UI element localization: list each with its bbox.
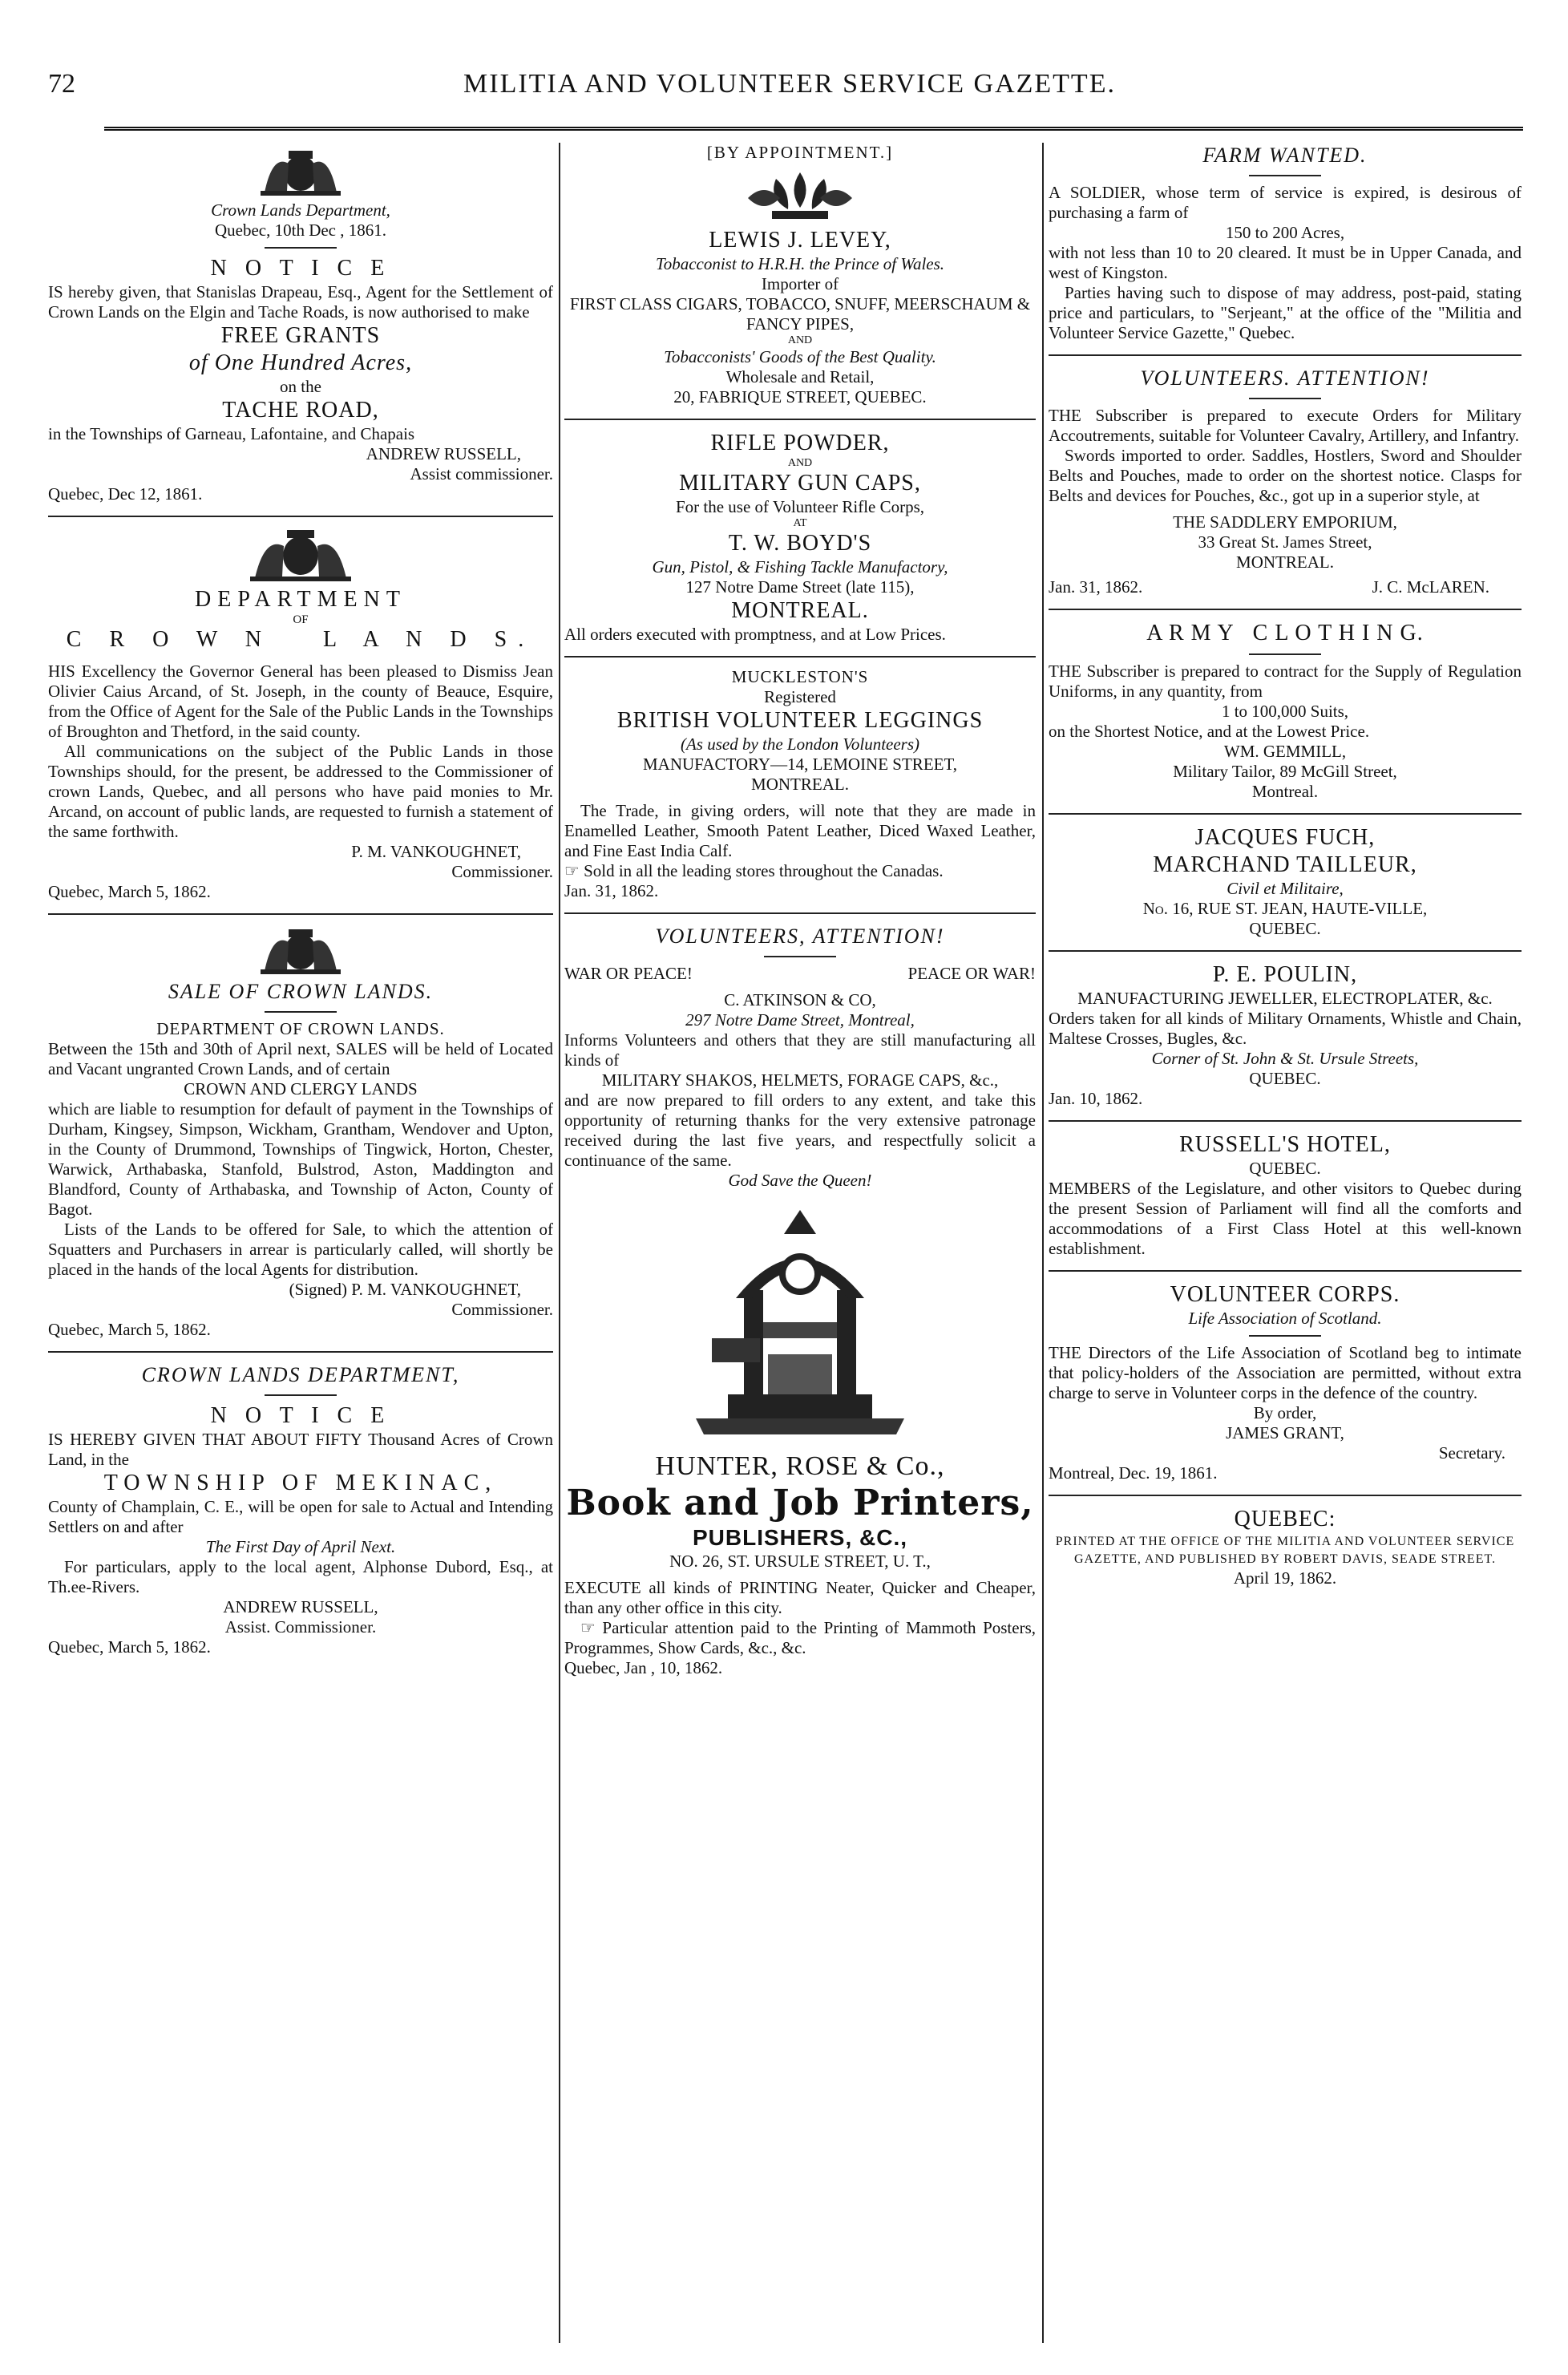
corner-line: Corner of St. John & St. Ursule Streets,	[1151, 1049, 1419, 1068]
ad-body: Informs Volunteers and others that they are still manufacturing all kinds of	[564, 1030, 1036, 1070]
ad-body: County of Champlain, C. E., will be open for sale to Actual and Intending Settlers on and after	[48, 1497, 553, 1536]
ad-body: For particulars, apply to the local agent, Alphonse Dubord, Esq., at Th.ee-Rivers.	[48, 1557, 553, 1596]
factory-line: MANUFACTORY—14, LEMOINE STREET,	[642, 755, 957, 774]
ad-body: Swords imported to order. Saddles, Hostlers, Sword and Shoulder Belts and Pouches, made to order on the shortest notice. Clasps for Belts and devices for Pouches, &c., got up in a superior style, at	[1049, 446, 1522, 505]
notice-heading: N O T I C E	[210, 1403, 391, 1428]
ad-separator	[48, 1351, 553, 1353]
signer-name: J. C. McLAREN.	[1372, 577, 1489, 597]
royal-arms-icon	[249, 925, 353, 976]
ad-atkinson-shakos	[564, 924, 1036, 1191]
address-line: 297 Notre Dame Street, Montreal,	[685, 1010, 915, 1030]
ad-date: Montreal, Dec. 19, 1861.	[1049, 1463, 1218, 1483]
signer-title: Assist commissioner.	[410, 464, 553, 483]
ad-body: THE Subscriber is prepared to execute Orders for Military Accoutrements, suitable for Volunteer Cavalry, Artillery, and Infantry.	[1049, 406, 1522, 445]
ad-department-crown-lands	[48, 527, 553, 902]
at-line: AT	[793, 517, 807, 529]
ad-date: Jan. 10, 1862.	[1049, 1089, 1143, 1108]
ad-separator	[1049, 1270, 1522, 1272]
ad-body: MEMBERS of the Legislature, and other visitors to Quebec during the present Session of Parliament will find all the comforts and accommodations of a First Class Hotel at this well-known establishment.	[1049, 1179, 1522, 1258]
range-line: 1 to 100,000 Suits,	[1221, 702, 1349, 721]
closing-line: God Save the Queen!	[728, 1171, 872, 1190]
ad-separator	[564, 419, 1036, 420]
registered-line: Registered	[764, 687, 836, 706]
printing-press-icon	[680, 1202, 920, 1442]
ad-russells-hotel	[1049, 1131, 1522, 1259]
ad-separator	[48, 516, 553, 517]
column-right	[1049, 143, 1522, 2351]
used-line: (As used by the London Volunteers)	[680, 734, 920, 754]
ad-poulin-jeweller	[1049, 961, 1522, 1109]
divider	[1249, 398, 1321, 399]
city-line: QUEBEC.	[1249, 919, 1321, 938]
ad-body: Parties having such to dispose of may address, post-paid, stating price and particulars, to "Serjeant," at the office of the "Militia and Volunteer Service Gazette," Quebec.	[1049, 283, 1522, 342]
ad-body: Lists of the Lands to be offered for Sale, to which the attention of Squatters and Purchasers in arrear is particularly called, will shortly be placed in the hands of the local Agents for distribution.	[48, 1220, 553, 1279]
merchant-role: Civil et Militaire,	[1227, 879, 1344, 898]
importer-line: Importer of	[761, 274, 839, 293]
items-line: MILITARY SHAKOS, HELMETS, FORAGE CAPS, &c.,	[601, 1070, 999, 1090]
address-line: No. 16, RUE ST. JEAN, HAUTE-VILLE,	[1142, 899, 1428, 918]
dateline: Quebec, 10th Dec , 1861.	[214, 221, 387, 240]
notice-body: IS hereby given, that Stanislas Drapeau, Esq., Agent for the Settlement of Crown Lands on the Elgin and Tache Roads, is now authorised to make	[48, 282, 553, 322]
ad-crown-lands-free-grants	[48, 146, 553, 504]
right-motto: PEACE OR WAR!	[907, 964, 1036, 983]
ad-levey-tobacconist	[564, 143, 1036, 407]
ad-jacques-fuch	[1049, 824, 1522, 939]
column-middle	[564, 143, 1036, 2351]
footer-date: Quebec, March 5, 1862.	[48, 1637, 211, 1657]
merchant-firm: C. ATKINSON & CO,	[724, 990, 876, 1009]
signer-name: P. M. VANKOUGHNET,	[351, 842, 521, 861]
townships-text: in the Townships of Garneau, Lafontaine, and Chapais	[48, 424, 415, 443]
ad-body: For the use of Volunteer Rifle Corps,	[675, 497, 925, 516]
ad-subtitle: Life Association of Scotland.	[1188, 1309, 1382, 1328]
firm-trade: Book and Job Printers,	[566, 1483, 1034, 1523]
by-order-line: By order,	[1253, 1403, 1317, 1422]
ad-separator	[48, 913, 553, 915]
signer-title: Commissioner.	[451, 1300, 553, 1319]
address-line: 127 Notre Dame Street (late 115),	[685, 577, 915, 597]
ad-saddlery-emporium	[1049, 366, 1522, 597]
divider	[1249, 1335, 1321, 1337]
ad-rifle-powder	[564, 430, 1036, 645]
ad-body: IS HEREBY GIVEN THAT ABOUT FIFTY Thousand Acres of Crown Land, in the	[48, 1430, 553, 1469]
ad-body: with not less than 10 to 20 cleared. It must be in Upper Canada, and west of Kingston.	[1049, 243, 1522, 282]
prince-of-wales-feathers-icon	[732, 166, 868, 224]
merchant-name: JACQUES FUCH,	[1194, 825, 1376, 850]
township-heading: TOWNSHIP OF MEKINAC,	[103, 1471, 498, 1495]
ad-body: on the Shortest Notice, and at the Lowest Price.	[1049, 722, 1370, 741]
signer-title: Commissioner.	[451, 862, 553, 881]
ad-separator	[1049, 1495, 1522, 1496]
ad-army-clothing	[1049, 620, 1522, 802]
trade-line: Wholesale and Retail,	[725, 367, 875, 386]
goods-line: FIRST CLASS CIGARS, TOBACCO, SNUFF, MEERSCHAUM & FANCY PIPES,	[569, 294, 1031, 334]
ad-title: VOLUNTEERS. ATTENTION!	[1140, 366, 1430, 390]
road-heading: TACHE ROAD,	[222, 398, 379, 423]
ad-body: All communications on the subject of the Public Lands in those Townships should, for the present, be addressed to the Commissioner of crown Lands, Quebec, and all persons who have paid monies to Mr. Arcand, on account of public lands, are requested to furnish a statement of the same forthwith.	[48, 742, 553, 841]
merchant-trade: MANUFACTURING JEWELLER, ELECTROPLATER, &c.	[1077, 989, 1493, 1008]
city-line: Montreal.	[1251, 782, 1319, 801]
ad-title: DEPARTMENT	[195, 587, 406, 612]
merchant-name: LEWIS J. LEVEY,	[709, 228, 891, 253]
ad-separator	[1049, 813, 1522, 815]
imprint-date: April 19, 1862.	[1233, 1568, 1337, 1588]
ad-body: and are now prepared to fill orders to any extent, and take this opportunity of returning thanks for the very extensive patronage received during the last five years, and respectfully solicit a continuance of the same.	[564, 1090, 1036, 1170]
sold-line: ☞ Sold in all the leading stores throughout the Canadas.	[564, 861, 944, 880]
ad-subheading: CROWN AND CLERGY LANDS	[184, 1079, 418, 1098]
city-line: MONTREAL.	[731, 598, 869, 623]
signer-title: Secretary.	[1438, 1443, 1505, 1463]
ad-title: A R M Y C L O T H I N G.	[1146, 621, 1424, 645]
on-the-line: on the	[280, 377, 321, 396]
merchant-title: MARCHAND TAILLEUR,	[1153, 852, 1417, 877]
and-line: AND	[787, 457, 813, 469]
column-divider-1	[559, 143, 560, 2343]
column-left	[48, 143, 553, 2351]
ad-date: Jan. 31, 1862.	[564, 881, 659, 900]
ad-sale-of-crown-lands	[48, 925, 553, 1340]
merchant-firm: Gun, Pistol, & Fishing Tackle Manufactory,	[652, 557, 948, 577]
open-date: The First Day of April Next.	[205, 1537, 396, 1556]
signer-title: Assist. Commissioner.	[224, 1617, 377, 1637]
page-title: MILITIA AND VOLUNTEER SERVICE GAZETTE.	[463, 69, 1116, 99]
date-signer-row	[1049, 577, 1522, 597]
signer-name: ANDREW RUSSELL,	[223, 1597, 378, 1616]
ad-title: BRITISH VOLUNTEER LEGGINGS	[616, 708, 984, 733]
merchant-name: P. E. POULIN,	[1212, 962, 1358, 987]
ad-muckleston-leggings	[564, 667, 1036, 901]
divider	[764, 956, 836, 957]
ad-body: The Trade, in giving orders, will note that they are made in Enamelled Leather, Smooth Patent Leather, Diced Waxed Leather, and Fine East India Calf.	[564, 801, 1036, 860]
firm-name: THE SADDLERY EMPORIUM,	[1173, 512, 1397, 532]
column-divider-2	[1042, 143, 1044, 2343]
ad-title: FARM WANTED.	[1202, 144, 1368, 167]
ad-title: RIFLE POWDER,	[710, 431, 890, 455]
appointment-line: [BY APPOINTMENT.]	[706, 143, 894, 162]
publishers-line: PUBLISHERS, &C.,	[692, 1525, 908, 1550]
ad-separator	[1049, 609, 1522, 610]
ad-title-crown-lands: C R O W N L A N D S.	[66, 627, 535, 652]
footer-date: Quebec, March 5, 1862.	[48, 1320, 211, 1339]
merchant-role: Tobacconist to H.R.H. the Prince of Wales.	[655, 254, 945, 273]
header-rule	[104, 127, 1523, 131]
ad-body: Orders taken for all kinds of Military Ornaments, Whistle and Chain, Maltese Crosses, Bugles, &c.	[1049, 1009, 1522, 1048]
divider	[1249, 653, 1321, 655]
signer-name: JAMES GRANT,	[1226, 1423, 1344, 1442]
city-line: QUEBEC.	[1249, 1069, 1321, 1088]
ad-title: VOLUNTEERS, ATTENTION!	[655, 925, 945, 948]
printer-imprint	[1049, 1506, 1522, 1588]
ad-title: Crown Lands Department,	[211, 200, 390, 220]
page-number: 72	[48, 69, 75, 99]
divider	[1249, 175, 1321, 176]
ad-body: HIS Excellency the Governor General has been pleased to Dismiss Jean Olivier Caius Arcand, of St. Joseph, in the county of Beauce, Esquire, from the Office of Agent for the Sale of the Public Lands in the Townships of Broughton and Thetford, in the said county.	[48, 662, 553, 741]
quality-line: Tobacconists' Goods of the Best Quality.	[664, 347, 936, 366]
ad-body: which are liable to resumption for default of payment in the Townships of Durham, Kingsey, Simpson, Wickham, Grantham, Wendover and Upton, in the County of Drummond, Townships of Tingwick, Horton, Chester, Warwick, Arthabaska, Stanfold, Bulstrod, Aston, Maddington and Blandford, County of Arthabaska, and Township of Acton, County of Bagot.	[48, 1099, 553, 1219]
city-line: MONTREAL.	[751, 775, 849, 794]
ad-title-of: OF	[293, 613, 309, 626]
ad-body: Between the 15th and 30th of April next, SALES will be held of Located and Vacant ungranted Crown Lands, and of certain	[48, 1039, 553, 1078]
ad-farm-wanted	[1049, 143, 1522, 343]
ad-body: THE Directors of the Life Association of Scotland beg to intimate that policy-holders of the Association are permitted, without extra charge to serve in Volunteer corps in the defence of the country.	[1049, 1343, 1522, 1402]
ad-separator	[564, 656, 1036, 657]
royal-arms-icon	[249, 146, 353, 197]
ad-date: Jan. 31, 1862.	[1049, 577, 1143, 597]
imprint-city: QUEBEC:	[1234, 1507, 1336, 1531]
ad-subtitle: DEPARTMENT OF CROWN LANDS.	[156, 1019, 445, 1038]
free-grants-heading: FREE GRANTS	[220, 323, 381, 348]
merchant-name: T. W. BOYD'S	[728, 531, 872, 556]
ad-body: EXECUTE all kinds of PRINTING Neater, Quicker and Cheaper, than any other office in this city.	[564, 1578, 1036, 1617]
left-motto: WAR OR PEACE!	[564, 964, 693, 983]
divider	[265, 247, 337, 249]
notice-heading: N O T I C E	[210, 256, 391, 281]
footer-date: Quebec, Dec 12, 1861.	[48, 484, 203, 504]
address-line: NO. 26, ST. URSULE STREET, U. T.,	[669, 1552, 931, 1571]
ad-separator	[1049, 950, 1522, 952]
signer-name: ANDREW RUSSELL,	[366, 444, 521, 463]
signer-role: Military Tailor, 89 McGill Street,	[1173, 762, 1397, 781]
ad-hunter-rose-printers	[564, 1202, 1036, 1678]
ad-body: ☞ Particular attention paid to the Printing of Mammoth Posters, Programmes, Show Cards, &c., &c.	[564, 1618, 1036, 1657]
merchant-name: MUCKLESTON'S	[731, 667, 869, 686]
ad-title-2: MILITARY GUN CAPS,	[679, 471, 921, 496]
city-line: QUEBEC.	[1249, 1159, 1321, 1178]
royal-arms-icon	[240, 527, 361, 583]
acres-line: 150 to 200 Acres,	[1225, 223, 1345, 242]
imprint-body: PRINTED AT THE OFFICE OF THE MILITIA AND VOLUNTEER SERVICE GAZETTE, AND PUBLISHED BY ROBERT DAVIS, SEADE STREET.	[1055, 1535, 1515, 1566]
ad-title: CROWN LANDS DEPARTMENT,	[141, 1363, 460, 1386]
and-line: AND	[787, 334, 813, 346]
ad-separator	[1049, 1120, 1522, 1122]
ad-body: All orders executed with promptness, and at Low Prices.	[564, 625, 946, 644]
ad-separator	[1049, 354, 1522, 356]
address-line: 20, FABRIQUE STREET, QUEBEC.	[673, 387, 927, 407]
ad-volunteer-corps	[1049, 1281, 1522, 1483]
ad-body: A SOLDIER, whose term of service is expired, is desirous of purchasing a farm of	[1049, 183, 1522, 222]
ad-date: Quebec, Jan , 10, 1862.	[564, 1658, 723, 1677]
address-line: 33 Great St. James Street,	[1198, 532, 1372, 552]
ad-title: SALE OF CROWN LANDS.	[168, 980, 434, 1003]
signer-name: (Signed) P. M. VANKOUGHNET,	[289, 1280, 521, 1299]
footer-date: Quebec, March 5, 1862.	[48, 882, 211, 901]
ad-mekinac-notice	[48, 1362, 553, 1657]
page-header	[48, 69, 1531, 117]
divider	[265, 1394, 337, 1396]
ad-title: VOLUNTEER CORPS.	[1170, 1282, 1400, 1307]
ad-separator	[564, 912, 1036, 914]
motto-row	[564, 964, 1036, 984]
city-line: MONTREAL.	[1236, 552, 1334, 572]
divider	[265, 1011, 337, 1013]
acres-line: of One Hundred Acres,	[188, 350, 413, 375]
ad-title: RUSSELL'S HOTEL,	[1179, 1132, 1391, 1157]
signer-name: WM. GEMMILL,	[1223, 742, 1347, 761]
ad-body: THE Subscriber is prepared to contract for the Supply of Regulation Uniforms, in any quantity, from	[1049, 662, 1522, 701]
firm-name: HUNTER, ROSE & Co.,	[655, 1451, 945, 1481]
